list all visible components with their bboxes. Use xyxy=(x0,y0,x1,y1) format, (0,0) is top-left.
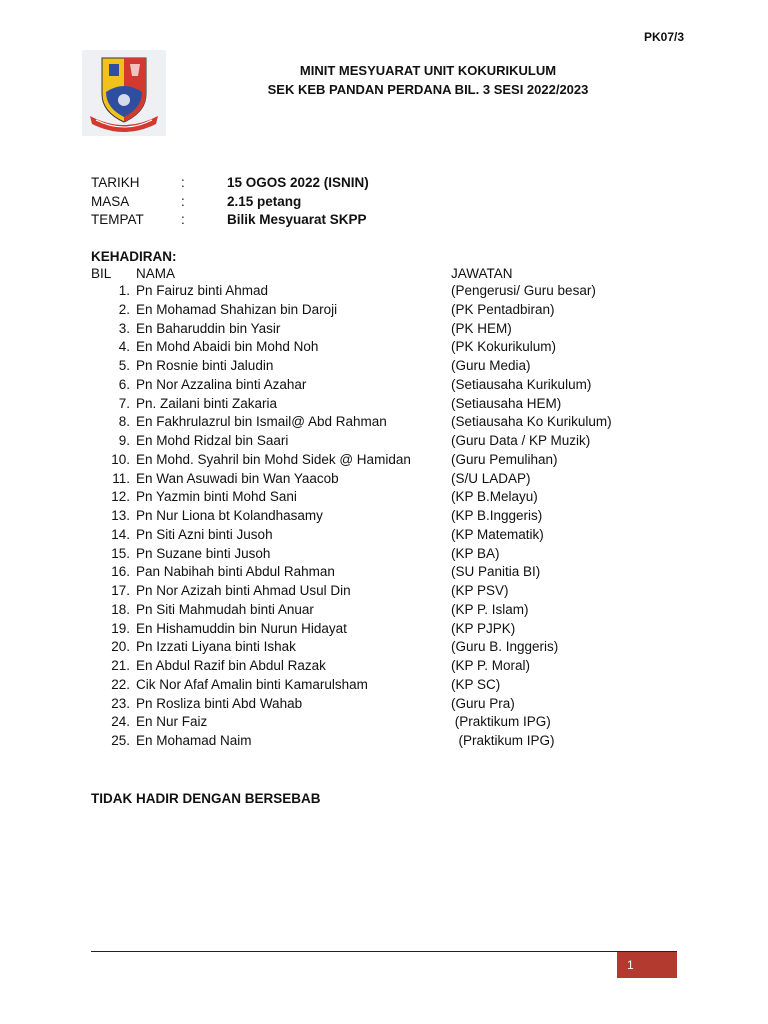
attendee-row xyxy=(0,471,768,490)
attendee-name: Cik Nor Afaf Amalin binti Kamarulsham xyxy=(136,676,368,692)
attendee-row xyxy=(0,583,768,602)
attendee-row xyxy=(0,621,768,640)
document-title: MINIT MESYUARAT UNIT KOKURIKULUM xyxy=(299,63,557,78)
attendee-position: (KP B.Melayu) xyxy=(451,489,538,505)
attendee-name: En Mohamad Naim xyxy=(136,733,252,748)
column-header-jawatan: JAWATAN xyxy=(451,266,513,281)
attendee-position: (Guru Pemulihan) xyxy=(451,451,558,467)
attendee-row xyxy=(0,283,768,302)
attendee-position: (Setiausaha HEM) xyxy=(451,395,562,411)
attendee-position: (PK Pentadbiran) xyxy=(451,301,555,317)
attendee-name: En Mohd Ridzal bin Saari xyxy=(136,433,289,448)
meta-value: 2.15 petang xyxy=(227,194,302,209)
attendee-number: 6. xyxy=(118,376,130,392)
attendee-position: (Guru Data / KP Muzik) xyxy=(451,433,591,448)
attendee-position: (Guru Media) xyxy=(451,358,531,373)
column-header-bil: BIL xyxy=(91,266,112,281)
attendee-row xyxy=(0,602,768,621)
attendee-position: (KP PJPK) xyxy=(451,620,516,636)
attendee-number: 16. xyxy=(111,564,130,580)
attendee-number: 4. xyxy=(118,339,130,355)
attendee-number: 5. xyxy=(118,358,130,373)
page-number: 1 xyxy=(627,958,634,972)
attendee-row xyxy=(0,433,768,452)
attendee-row xyxy=(0,508,768,527)
attendee-number: 22. xyxy=(111,676,130,692)
footer-divider xyxy=(91,951,677,952)
meta-label: TARIKH xyxy=(91,175,140,190)
attendee-position: (KP P. Islam) xyxy=(451,601,529,617)
attendee-name: Pn Nor Azizah binti Ahmad Usul Din xyxy=(136,583,351,598)
attendee-name: Pn Rosliza binti Abd Wahab xyxy=(136,695,303,711)
attendee-number: 12. xyxy=(111,489,130,505)
attendee-number: 21. xyxy=(111,658,130,673)
meta-value: 15 OGOS 2022 (ISNIN) xyxy=(227,175,369,190)
attendee-name: Pan Nabihah binti Abdul Rahman xyxy=(136,564,335,580)
attendee-position: (SU Panitia BI) xyxy=(451,564,541,580)
attendee-number: 25. xyxy=(111,733,130,748)
attendee-row xyxy=(0,527,768,546)
attendee-row xyxy=(0,339,768,358)
attendee-number: 17. xyxy=(111,583,130,598)
attendee-number: 9. xyxy=(118,433,130,448)
attendee-position: (Guru B. Inggeris) xyxy=(451,639,559,655)
attendee-position: (Praktikum IPG) xyxy=(451,733,555,748)
attendee-name: En Abdul Razif bin Abdul Razak xyxy=(136,658,326,673)
attendee-row xyxy=(0,489,768,508)
attendee-name: En Mohamad Shahizan bin Daroji xyxy=(136,301,338,317)
attendee-number: 15. xyxy=(111,545,130,561)
attendee-row xyxy=(0,452,768,471)
attendee-number: 23. xyxy=(111,695,130,711)
attendee-row xyxy=(0,639,768,658)
attendee-name: En Mohd Abaidi bin Mohd Noh xyxy=(136,339,319,355)
attendee-row xyxy=(0,658,768,677)
attendee-number: 7. xyxy=(118,395,130,411)
meta-colon: : xyxy=(181,212,185,227)
document-subtitle: SEK KEB PANDAN PERDANA BIL. 3 SESI 2022/2023 xyxy=(267,82,589,97)
attendee-name: Pn Nur Liona bt Kolandhasamy xyxy=(136,508,323,523)
attendee-number: 3. xyxy=(118,320,130,336)
column-header-nama: NAMA xyxy=(136,266,176,281)
attendee-row xyxy=(0,696,768,715)
absent-heading: TIDAK HADIR DENGAN BERSEBAB xyxy=(91,791,321,806)
meta-label: MASA xyxy=(91,194,130,209)
attendee-number: 10. xyxy=(111,451,130,467)
attendee-position: (PK Kokurikulum) xyxy=(451,339,557,355)
attendee-row xyxy=(0,546,768,565)
attendee-name: Pn Siti Azni binti Jusoh xyxy=(136,526,273,542)
attendee-number: 13. xyxy=(111,508,130,523)
attendee-position: (KP SC) xyxy=(451,676,501,692)
attendee-name: En Nur Faiz xyxy=(136,714,208,730)
attendee-name: Pn Siti Mahmudah binti Anuar xyxy=(136,601,314,617)
attendance-heading: KEHADIRAN: xyxy=(91,249,177,264)
attendee-name: Pn. Zailani binti Zakaria xyxy=(136,395,278,411)
attendee-number: 11. xyxy=(112,470,130,486)
attendee-row xyxy=(0,358,768,377)
document-code: PK07/3 xyxy=(643,30,684,44)
attendee-number: 18. xyxy=(111,601,130,617)
page-number-badge xyxy=(617,952,677,978)
attendee-name: Pn Rosnie binti Jaludin xyxy=(136,358,274,373)
attendee-position: (KP PSV) xyxy=(451,583,509,598)
attendee-number: 20. xyxy=(111,639,130,655)
attendee-position: (KP B.Inggeris) xyxy=(451,508,543,523)
attendee-row xyxy=(0,414,768,433)
attendee-name: Pn Nor Azzalina binti Azahar xyxy=(136,376,307,392)
attendee-name: Pn Yazmin binti Mohd Sani xyxy=(136,489,297,505)
attendee-name: En Hishamuddin bin Nurun Hidayat xyxy=(136,620,347,636)
attendee-position: (Setiausaha Kurikulum) xyxy=(451,376,592,392)
meta-colon: : xyxy=(181,194,185,209)
school-crest-icon xyxy=(82,50,166,136)
attendee-position: (KP Matematik) xyxy=(451,526,544,542)
attendee-number: 24. xyxy=(111,714,130,730)
meta-value: Bilik Mesyuarat SKPP xyxy=(227,212,367,227)
attendee-name: En Wan Asuwadi bin Wan Yaacob xyxy=(136,470,339,486)
attendee-row xyxy=(0,733,768,752)
attendee-row xyxy=(0,377,768,396)
attendee-position: (Praktikum IPG) xyxy=(451,714,551,730)
attendee-row xyxy=(0,564,768,583)
meta-colon: : xyxy=(181,175,185,190)
attendee-row xyxy=(0,714,768,733)
attendee-position: (Pengerusi/ Guru besar) xyxy=(451,283,596,298)
attendance-list xyxy=(0,283,768,752)
attendee-number: 8. xyxy=(118,414,130,430)
attendee-number: 14. xyxy=(111,526,130,542)
attendee-number: 19. xyxy=(111,620,130,636)
attendee-name: Pn Izzati Liyana binti Ishak xyxy=(136,639,296,655)
attendee-row xyxy=(0,396,768,415)
attendee-number: 2. xyxy=(118,301,130,317)
attendee-position: (S/U LADAP) xyxy=(451,470,531,486)
attendee-row xyxy=(0,677,768,696)
attendee-name: En Fakhrulazrul bin Ismail@ Abd Rahman xyxy=(136,414,387,430)
attendee-position: (KP P. Moral) xyxy=(451,658,531,673)
attendee-position: (PK HEM) xyxy=(451,320,512,336)
attendee-row xyxy=(0,302,768,321)
attendee-row xyxy=(0,321,768,340)
attendee-name: En Mohd. Syahril bin Mohd Sidek @ Hamidan xyxy=(136,451,411,467)
attendee-name: Pn Fairuz binti Ahmad xyxy=(136,283,269,298)
attendee-number: 1. xyxy=(118,283,130,298)
meta-label: TEMPAT xyxy=(91,212,144,227)
attendee-name: En Baharuddin bin Yasir xyxy=(136,320,281,336)
attendee-position: (Guru Pra) xyxy=(451,695,515,711)
attendee-position: (KP BA) xyxy=(451,545,500,561)
attendee-name: Pn Suzane binti Jusoh xyxy=(136,545,271,561)
attendee-position: (Setiausaha Ko Kurikulum) xyxy=(451,414,612,430)
